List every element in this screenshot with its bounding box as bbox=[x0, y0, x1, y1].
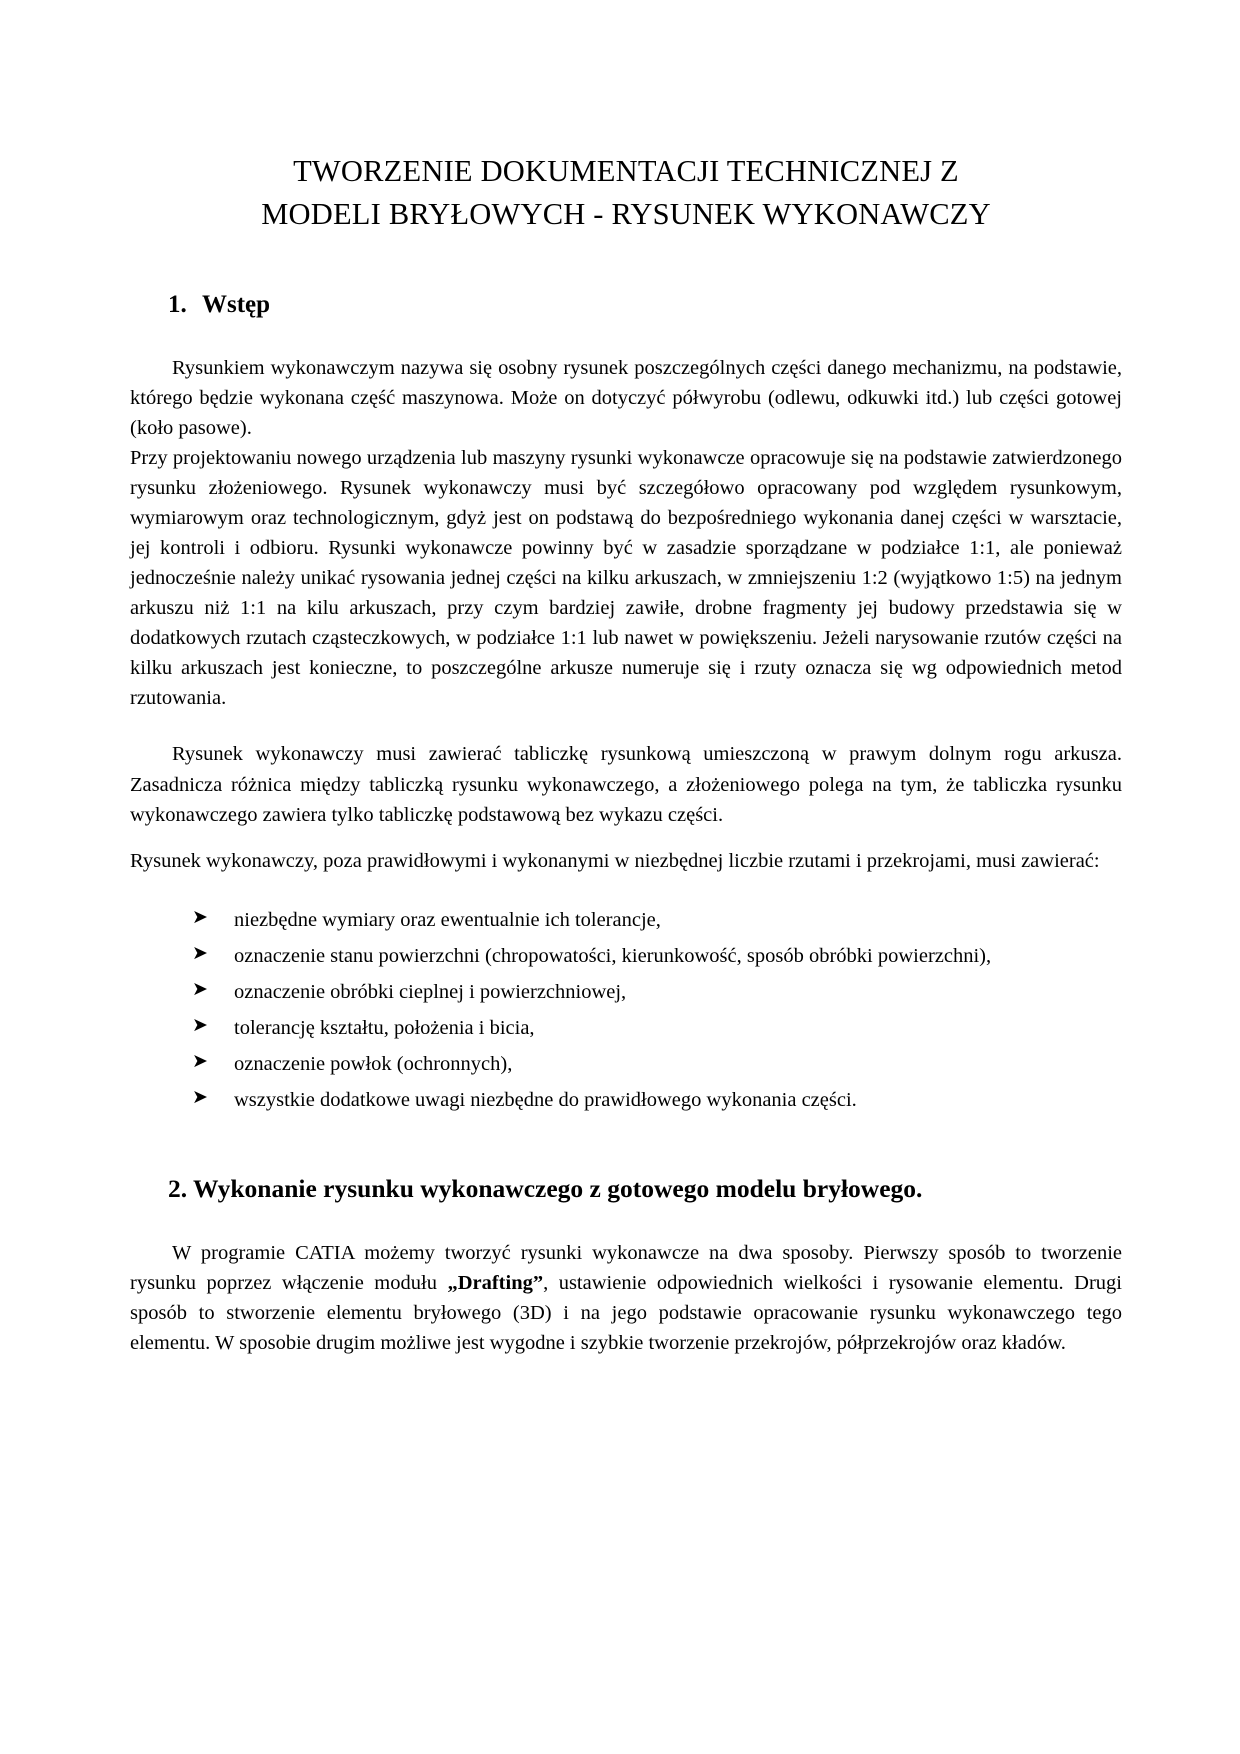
paragraph-4: Rysunek wykonawczy, poza prawidłowymi i wykonanymi w niezbędnej liczbie rzutami i przekrojami, musi zawierać: bbox=[130, 849, 1100, 872]
section-2-heading-wrap bbox=[130, 1171, 1122, 1208]
arrowhead-bullet-icon: ➤ bbox=[192, 978, 208, 1000]
requirements-list bbox=[130, 906, 1122, 1116]
section-2-body bbox=[130, 1238, 1122, 1358]
list-item-label: oznaczenie obróbki cieplnej i powierzchniowej, bbox=[234, 980, 627, 1003]
list-item-label: oznaczenie stanu powierzchni (chropowatości, kierunkowość, sposób obróbki powierzchni), bbox=[234, 944, 992, 967]
list-item bbox=[192, 978, 1122, 1007]
paragraph-3: Rysunek wykonawczy musi zawierać tabliczkę rysunkową umieszczoną w prawym dolnym rogu arkusza. Zasadnicza różnica między tabliczką rysunku wykonawczego, a złożeniowego polega na tym, że tabliczka rysunku wykonawczego zawiera tylko tabliczkę podstawową bez wykazu części. bbox=[130, 743, 1122, 826]
arrowhead-bullet-icon: ➤ bbox=[192, 942, 208, 964]
section-2-number: 2. bbox=[168, 1174, 188, 1204]
page-title-line-1: TWORZENIE DOKUMENTACJI TECHNICZNEJ Z bbox=[293, 154, 959, 188]
list-item-label: tolerancję kształtu, położenia i bicia, bbox=[234, 1016, 535, 1039]
list-item bbox=[192, 1014, 1122, 1043]
list-item-label: wszystkie dodatkowe uwagi niezbędne do prawidłowego wykonania części. bbox=[234, 1089, 857, 1112]
page-title bbox=[130, 150, 1122, 237]
list-item bbox=[192, 1050, 1122, 1079]
section-2-heading bbox=[168, 1171, 1122, 1208]
arrowhead-bullet-icon: ➤ bbox=[192, 1051, 208, 1073]
list-item-label: niezbędne wymiary oraz ewentualnie ich tolerancje, bbox=[234, 908, 661, 931]
section-1-title: Wstęp bbox=[202, 290, 271, 318]
section-2-title: Wykonanie rysunku wykonawczego z gotowego modelu bryłowego. bbox=[193, 1174, 923, 1204]
arrowhead-bullet-icon: ➤ bbox=[192, 1087, 208, 1109]
section-1-heading bbox=[168, 289, 1122, 322]
list-item bbox=[192, 1086, 1122, 1115]
list-item-label: oznaczenie powłok (ochronnych), bbox=[234, 1053, 513, 1076]
paragraph-spacer-2 bbox=[130, 830, 1122, 846]
list-item bbox=[192, 906, 1122, 935]
section-1-number: 1. bbox=[168, 290, 187, 318]
section-1-heading-wrap bbox=[130, 289, 1122, 322]
list-item bbox=[192, 942, 1122, 971]
arrowhead-bullet-icon: ➤ bbox=[192, 906, 208, 928]
paragraph-spacer bbox=[130, 713, 1122, 739]
paragraph-2: Przy projektowaniu nowego urządzenia lub maszyny rysunki wykonawcze opracowuje się na podstawie zatwierdzonego rysunku złożeniowego. Rysunek wykonawczy musi być szczegółowo opracowany pod względem rysunkowym, wymiarowym oraz technologicznym, gdyż jest on podstawą do bezpośredniego wykonania danej części w warsztacie, jej kontroli i odbioru. Rysunki wykonawcze powinny być w zasadzie sporządzane w podziałce 1:1, ale ponieważ jednocześnie należy unikać rysowania jednej części na kilku arkuszach, w zmniejszeniu 1:2 (wyjątkowo 1:5) na jednym arkuszu niż 1:1 na kilu arkuszach, przy czym bardziej zawiłe, drobne fragmenty jej budowy przedstawia się w dodatkowych rzutach cząsteczkowych, w podziałce 1:1 lub nawet w powiększeniu. Jeżeli narysowanie rzutów części na kilku arkuszach jest konieczne, to poszczególne arkusze numeruje się i rzuty oznacza się wg odpowiednich metod rzutowania. bbox=[130, 447, 1122, 710]
arrowhead-bullet-icon: ➤ bbox=[192, 1014, 208, 1036]
page-title-line-2: MODELI BRYŁOWYCH - RYSUNEK WYKONAWCZY bbox=[261, 197, 991, 232]
paragraph-5-part-1: W programie CATIA możemy tworzyć rysunki wykonawcze na dwa sposoby. Pierwszy sposób to tworzenie rysunku poprzez włączenie modułu bbox=[130, 1242, 1122, 1295]
paragraph-5-part-2: , ustawienie odpowiednich wielkości i rysowanie elementu. Drugi sposób to stworzenie elementu bryłowego (3D) i na jego podstawie opracowanie rysunku wykonawczego tego elementu. W sposobie drugim możliwe jest wygodne i szybkie tworzenie przekrojów, półprzekrojów oraz kładów. bbox=[130, 1272, 1122, 1355]
drafting-module-emphasis: „Drafting” bbox=[447, 1272, 544, 1295]
paragraph-5 bbox=[130, 1238, 1122, 1358]
section-1-body bbox=[130, 353, 1122, 876]
paragraph-1: Rysunkiem wykonawczym nazywa się osobny rysunek poszczególnych części danego mechanizmu, na podstawie, którego będzie wykonana część maszynowa. Może on dotyczyć półwyrobu (odlewu, odkuwki itd.) lub części gotowej (koło pasowe). bbox=[130, 357, 1122, 440]
